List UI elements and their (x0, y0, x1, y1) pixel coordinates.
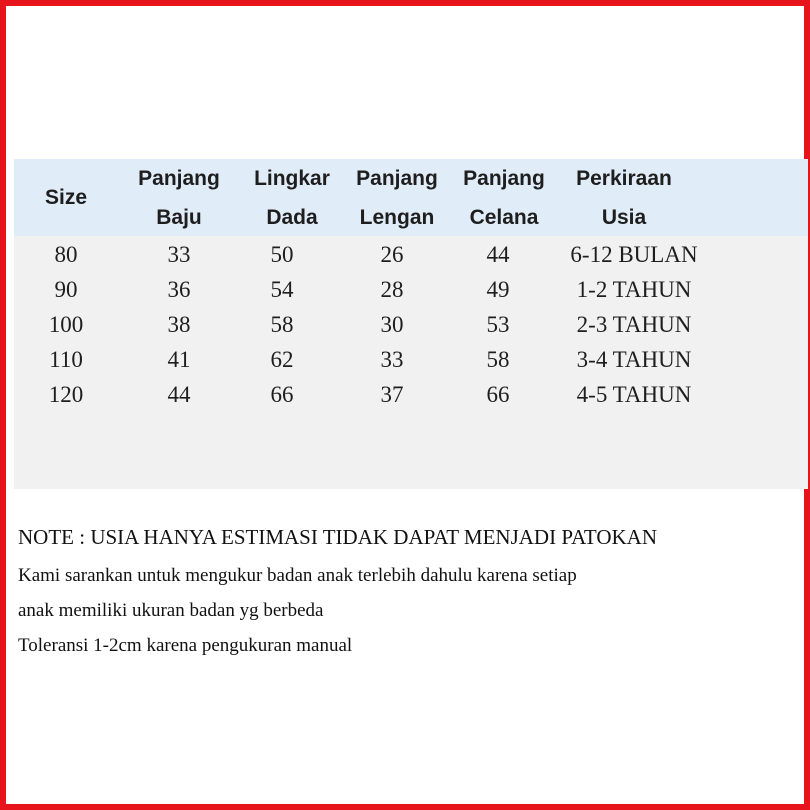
header-label-line2: Usia (601, 206, 647, 229)
cell-size: 100 (48, 312, 84, 337)
cell-perkiraan-usia: 4-5 TAHUN (576, 382, 692, 407)
note-line-1: Kami sarankan untuk mengukur badan anak terlebih dahulu karena setiap (18, 565, 577, 586)
cell-lingkar-dada: 50 (270, 242, 294, 267)
cell-lingkar-dada: 58 (270, 312, 294, 337)
cell-perkiraan-usia: 6-12 BULAN (570, 242, 698, 267)
table-row (14, 342, 808, 377)
header-label-line1: Panjang (463, 167, 545, 190)
cell-lingkar-dada: 66 (270, 382, 294, 407)
header-label-line2: Celana (469, 206, 539, 229)
header-label-line2: Lengan (359, 206, 435, 229)
header-label-line1: Perkiraan (576, 167, 672, 190)
cell-panjang-lengan: 33 (380, 347, 404, 372)
cell-panjang-celana: 44 (486, 242, 510, 267)
cell-lingkar-dada: 54 (270, 277, 294, 302)
cell-panjang-lengan: 37 (380, 382, 404, 407)
cell-panjang-lengan: 28 (380, 277, 404, 302)
header-size-label: Size (44, 186, 88, 209)
cell-panjang-baju: 38 (167, 312, 191, 337)
header-label-line1: Lingkar (254, 167, 330, 190)
header-label-line1: Panjang (138, 167, 220, 190)
cell-perkiraan-usia: 2-3 TAHUN (576, 312, 692, 337)
cell-size: 80 (54, 242, 78, 267)
header-lingkar-dada (232, 159, 352, 237)
header-panjang-celana (442, 159, 566, 237)
cell-panjang-baju: 41 (167, 347, 191, 372)
note-line-3: Toleransi 1-2cm karena pengukuran manual (18, 635, 353, 656)
header-perkiraan-usia (554, 159, 694, 237)
cell-size: 120 (48, 382, 84, 407)
cell-panjang-celana: 58 (486, 347, 510, 372)
header-panjang-lengan (335, 159, 459, 237)
note-title: NOTE : USIA HANYA ESTIMASI TIDAK DAPAT MENJADI PATOKAN (18, 525, 658, 549)
table-row (14, 307, 808, 342)
cell-perkiraan-usia: 3-4 TAHUN (576, 347, 692, 372)
note-line-2: anak memiliki ukuran badan yg berbeda (18, 600, 324, 621)
cell-size: 110 (49, 347, 83, 372)
table-header (14, 159, 808, 236)
cell-panjang-lengan: 26 (380, 242, 404, 267)
cell-panjang-lengan: 30 (380, 312, 404, 337)
cell-panjang-baju: 36 (167, 277, 191, 302)
cell-perkiraan-usia: 1-2 TAHUN (576, 277, 692, 302)
table-row (14, 377, 808, 412)
header-label-line1: Panjang (356, 167, 438, 190)
cell-panjang-baju: 33 (167, 242, 191, 267)
header-label-line2: Baju (156, 206, 202, 229)
cell-panjang-celana: 66 (486, 382, 510, 407)
cell-panjang-celana: 53 (486, 312, 510, 337)
table-row (14, 272, 808, 307)
header-size (30, 159, 102, 236)
size-chart-table (14, 159, 808, 489)
header-panjang-baju (119, 159, 239, 237)
cell-size: 90 (54, 277, 78, 302)
table-row (14, 237, 808, 272)
cell-panjang-celana: 49 (486, 277, 510, 302)
cell-panjang-baju: 44 (167, 382, 191, 407)
header-label-line2: Dada (266, 206, 318, 229)
cell-lingkar-dada: 62 (270, 347, 294, 372)
